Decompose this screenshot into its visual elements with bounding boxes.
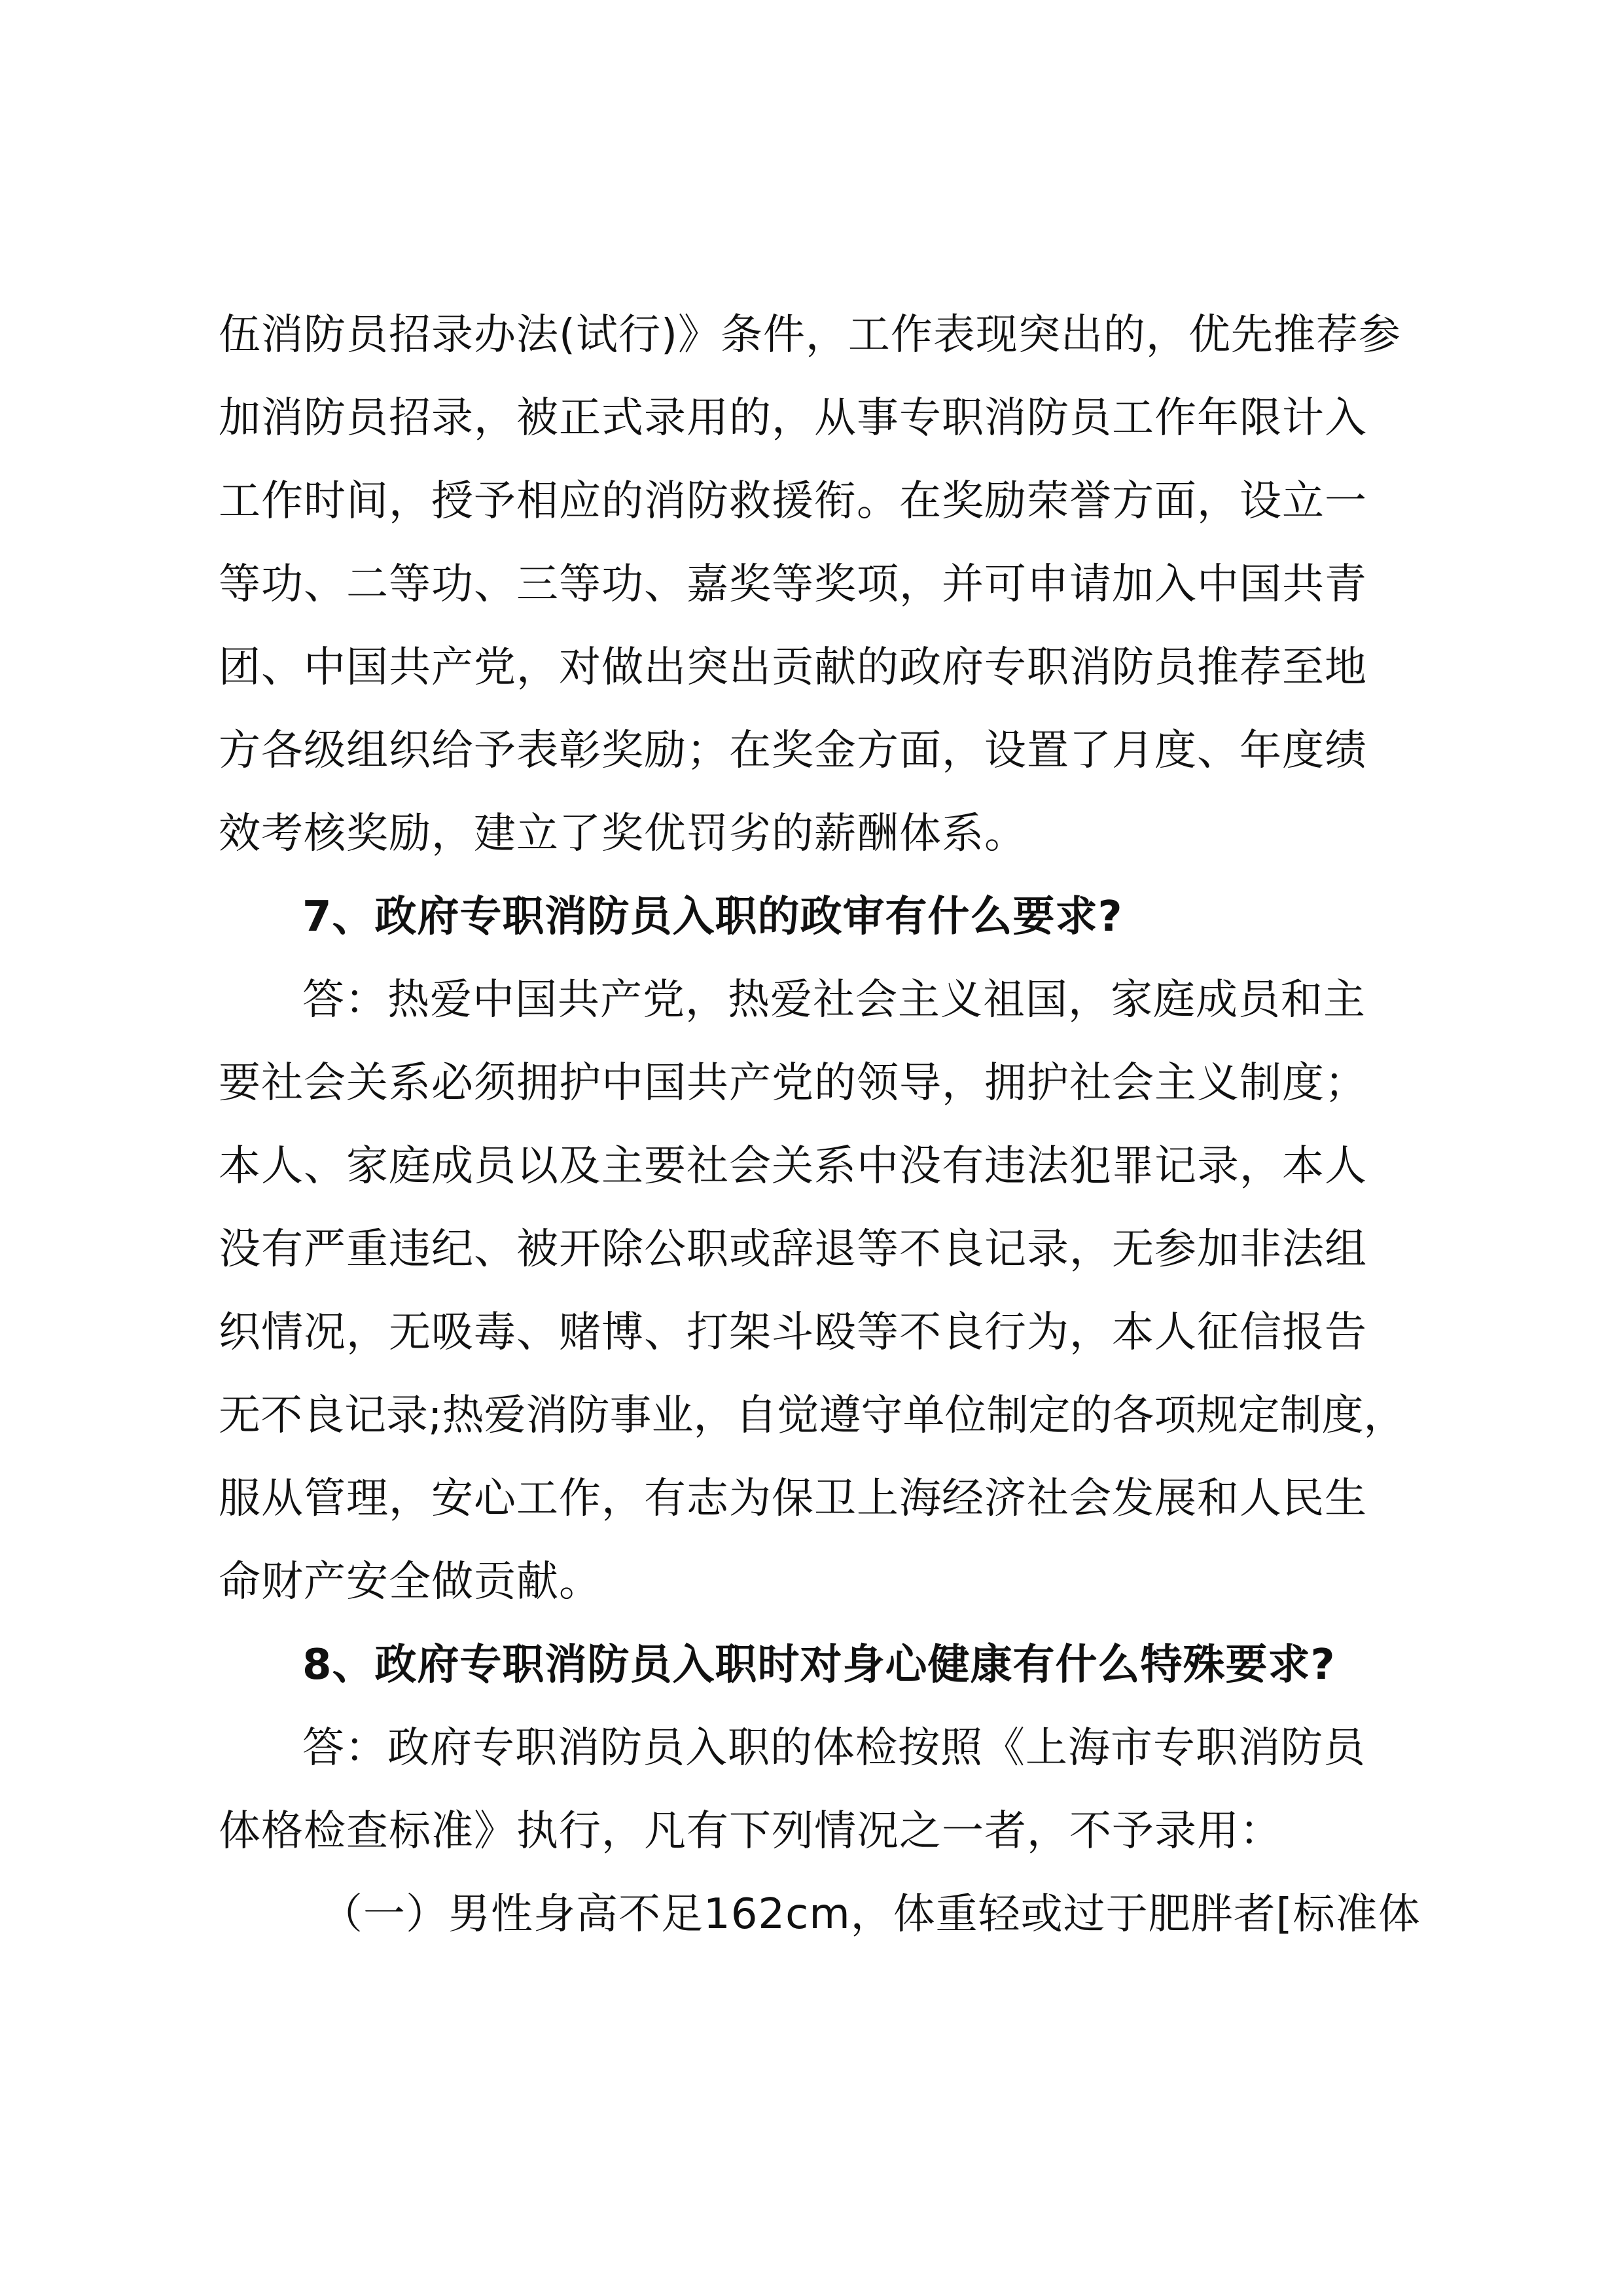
answer-text-line: 无不良记录;热爱消防事业，自觉遵守单位制定的各项规定制度， — [219, 1391, 1406, 1440]
body-text-line: 工作时间，授予相应的消防救援衔。在奖励荣誉方面，设立一 — [219, 477, 1367, 526]
body-text-line: 加消防员招录，被正式录用的，从事专职消防员工作年限计入 — [219, 394, 1367, 442]
answer-text-line: 织情况，无吸毒、赌博、打架斗殴等不良行为，本人征信报告 — [219, 1308, 1367, 1357]
answer-text-line: 体格检查标准》执行，凡有下列情况之一者，不予录用： — [219, 1807, 1282, 1856]
body-text-line: 方各级组织给予表彰奖励；在奖金方面，设置了月度、年度绩 — [219, 726, 1367, 775]
answer-text-line: 命财产安全做贡献。 — [219, 1558, 601, 1606]
body-text-line: 团、中国共产党，对做出突出贡献的政府专职消防员推荐至地 — [219, 643, 1367, 692]
question-heading-8: 8、政府专职消防员入职时对身心健康有什么特殊要求? — [302, 1641, 1336, 1689]
list-item-text: （一）男性身高不足162cm，体重轻或过于肥胖者[标准体 — [321, 1890, 1421, 1939]
body-text-line: 等功、二等功、三等功、嘉奖等奖项，并可申请加入中国共青 — [219, 560, 1367, 609]
answer-text-line: 没有严重违纪、被开除公职或辞退等不良记录，无参加非法组 — [219, 1225, 1367, 1274]
answer-text-line: 要社会关系必须拥护中国共产党的领导，拥护社会主义制度； — [219, 1059, 1367, 1107]
body-text-line: 伍消防员招录办法(试行)》条件，工作表现突出的，优先推荐参 — [219, 311, 1401, 359]
answer-text-line: 答：政府专职消防员入职的体检按照《上海市专职消防员 — [302, 1724, 1366, 1772]
answer-text-line: 服从管理，安心工作，有志为保卫上海经济社会发展和人民生 — [219, 1475, 1367, 1523]
body-text-line: 效考核奖励，建立了奖优罚劣的薪酬体系。 — [219, 810, 1027, 858]
answer-text-line: 本人、家庭成员以及主要社会关系中没有违法犯罪记录，本人 — [219, 1142, 1367, 1191]
answer-text-line: 答：热爱中国共产党，热爱社会主义祖国，家庭成员和主 — [302, 976, 1366, 1024]
question-heading-7: 7、政府专职消防员入职的政审有什么要求? — [302, 893, 1123, 941]
